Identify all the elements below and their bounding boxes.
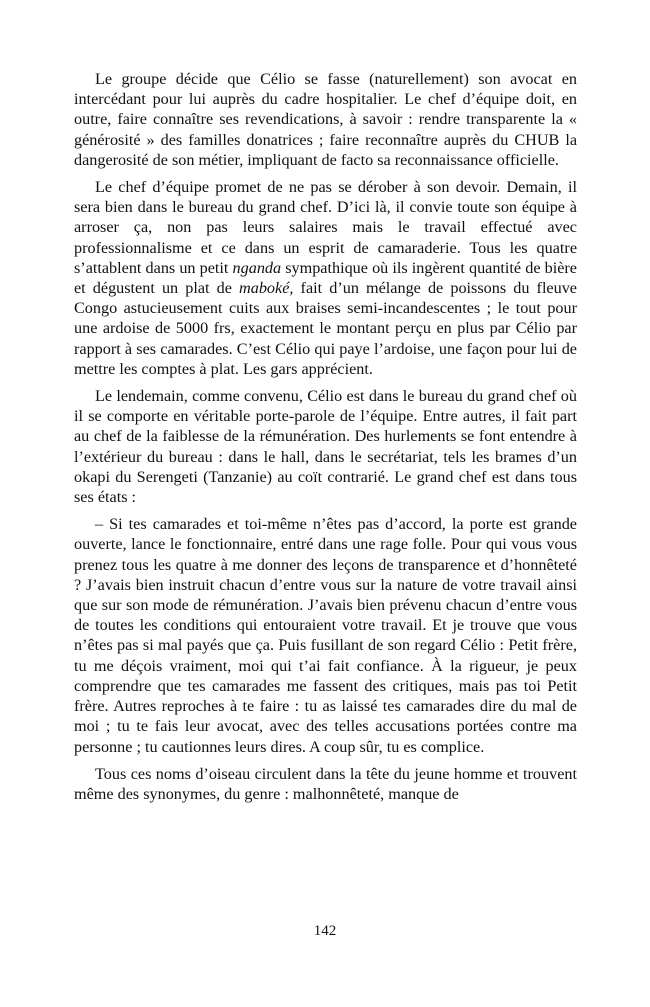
paragraph-3-text: Le lendemain, comme convenu, Célio est dans le bureau du grand chef où il se comporte en véritable porte-parole de l’équipe. Entre autres, il fait part au chef de la faiblesse de la rémunération. Des hurlements se font entendre à l’extérieur du bureau : dans le hall, dans le secrétariat, tels les brames d’un okapi du Serengeti (Tanzanie) au coït contrarié. Le grand chef est dans tous ses états :	[74, 387, 577, 507]
page-number: 142	[313, 923, 337, 939]
page-body	[74, 69, 577, 811]
paragraph-2	[74, 177, 577, 379]
paragraph-4	[74, 514, 577, 756]
paragraph-4-text: – Si tes camarades et toi-même n’êtes pas d’accord, la porte est grande ouverte, lance le fonctionnaire, entré dans une rage folle. Pour qui vous vous prenez tous les quatre à me donner des leçons de transparence et d’honnêteté ? J’avais bien instruit chacun d’entre vous sur la nature de votre travail ainsi que sur son mode de rémunération. J’avais bien prévenu chacun d’entre vous de toutes les conditions qui entouraient votre travail. Et je trouve que vous n’êtes pas si mal payés que ça. Puis fusillant de son regard Célio : Petit frère, tu me déçois vraiment, moi qui t’ai fait confiance. À la rigueur, je peux comprendre que tes camarades me fassent des critiques, mais pas toi Petit frère. Autres reproches à te faire : tu as laissé tes camarades dire du mal de moi ; tu te fais leur avocat, avec des telles accusations portées contre ma personne ; tu cautionnes leurs dires. A coup sûr, tu es complice.	[74, 515, 577, 756]
paragraph-1-text: Le groupe décide que Célio se fasse (naturellement) son avocat en intercédant pour lui auprès du cadre hospitalier. Le chef d’équipe doit, en outre, faire connaître ses revendications, à savoir : rendre transparente la « générosité » des familles donatrices ; faire reconnaître auprès du CHUB la dangerosité de son métier, impliquant de facto sa reconnaissance officielle.	[74, 70, 577, 169]
paragraph-2-text-b: sympathique où ils ingèrent quantité de bière et dégustent un plat de	[74, 258, 577, 298]
italic-term-maboke: maboké,	[239, 279, 294, 298]
paragraph-1	[74, 69, 577, 170]
paragraph-2-text-c: fait d’un mélange de poissons du fleuve Congo astucieusement cuits aux braises semi-incandescentes ; le tout pour une ardoise de 5000 frs, exactement le montant perçu en plus par Célio par rapport à ses camarades. C’est Célio qui paye l’ardoise, une façon pour lui de mettre les comptes à plat. Les gars apprécient.	[74, 279, 577, 378]
paragraph-5-text: Tous ces noms d’oiseau circulent dans la tête du jeune homme et trouvent même des synonymes, du genre : malhonnêteté, manque de	[74, 764, 577, 803]
paragraph-2-text-a: Le chef d’équipe promet de ne pas se dérober à son devoir. Demain, il sera bien dans le bureau du grand chef. D’ici là, il convie toute son équipe à arroser ça, non pas leurs salaires mais le travail effectué avec professionnalisme et ce dans un esprit de camaraderie. Tous les quatre s’attablent dans un petit	[74, 178, 577, 277]
paragraph-5	[74, 764, 577, 804]
italic-term-nganda: nganda	[232, 258, 282, 277]
paragraph-3	[74, 386, 577, 507]
